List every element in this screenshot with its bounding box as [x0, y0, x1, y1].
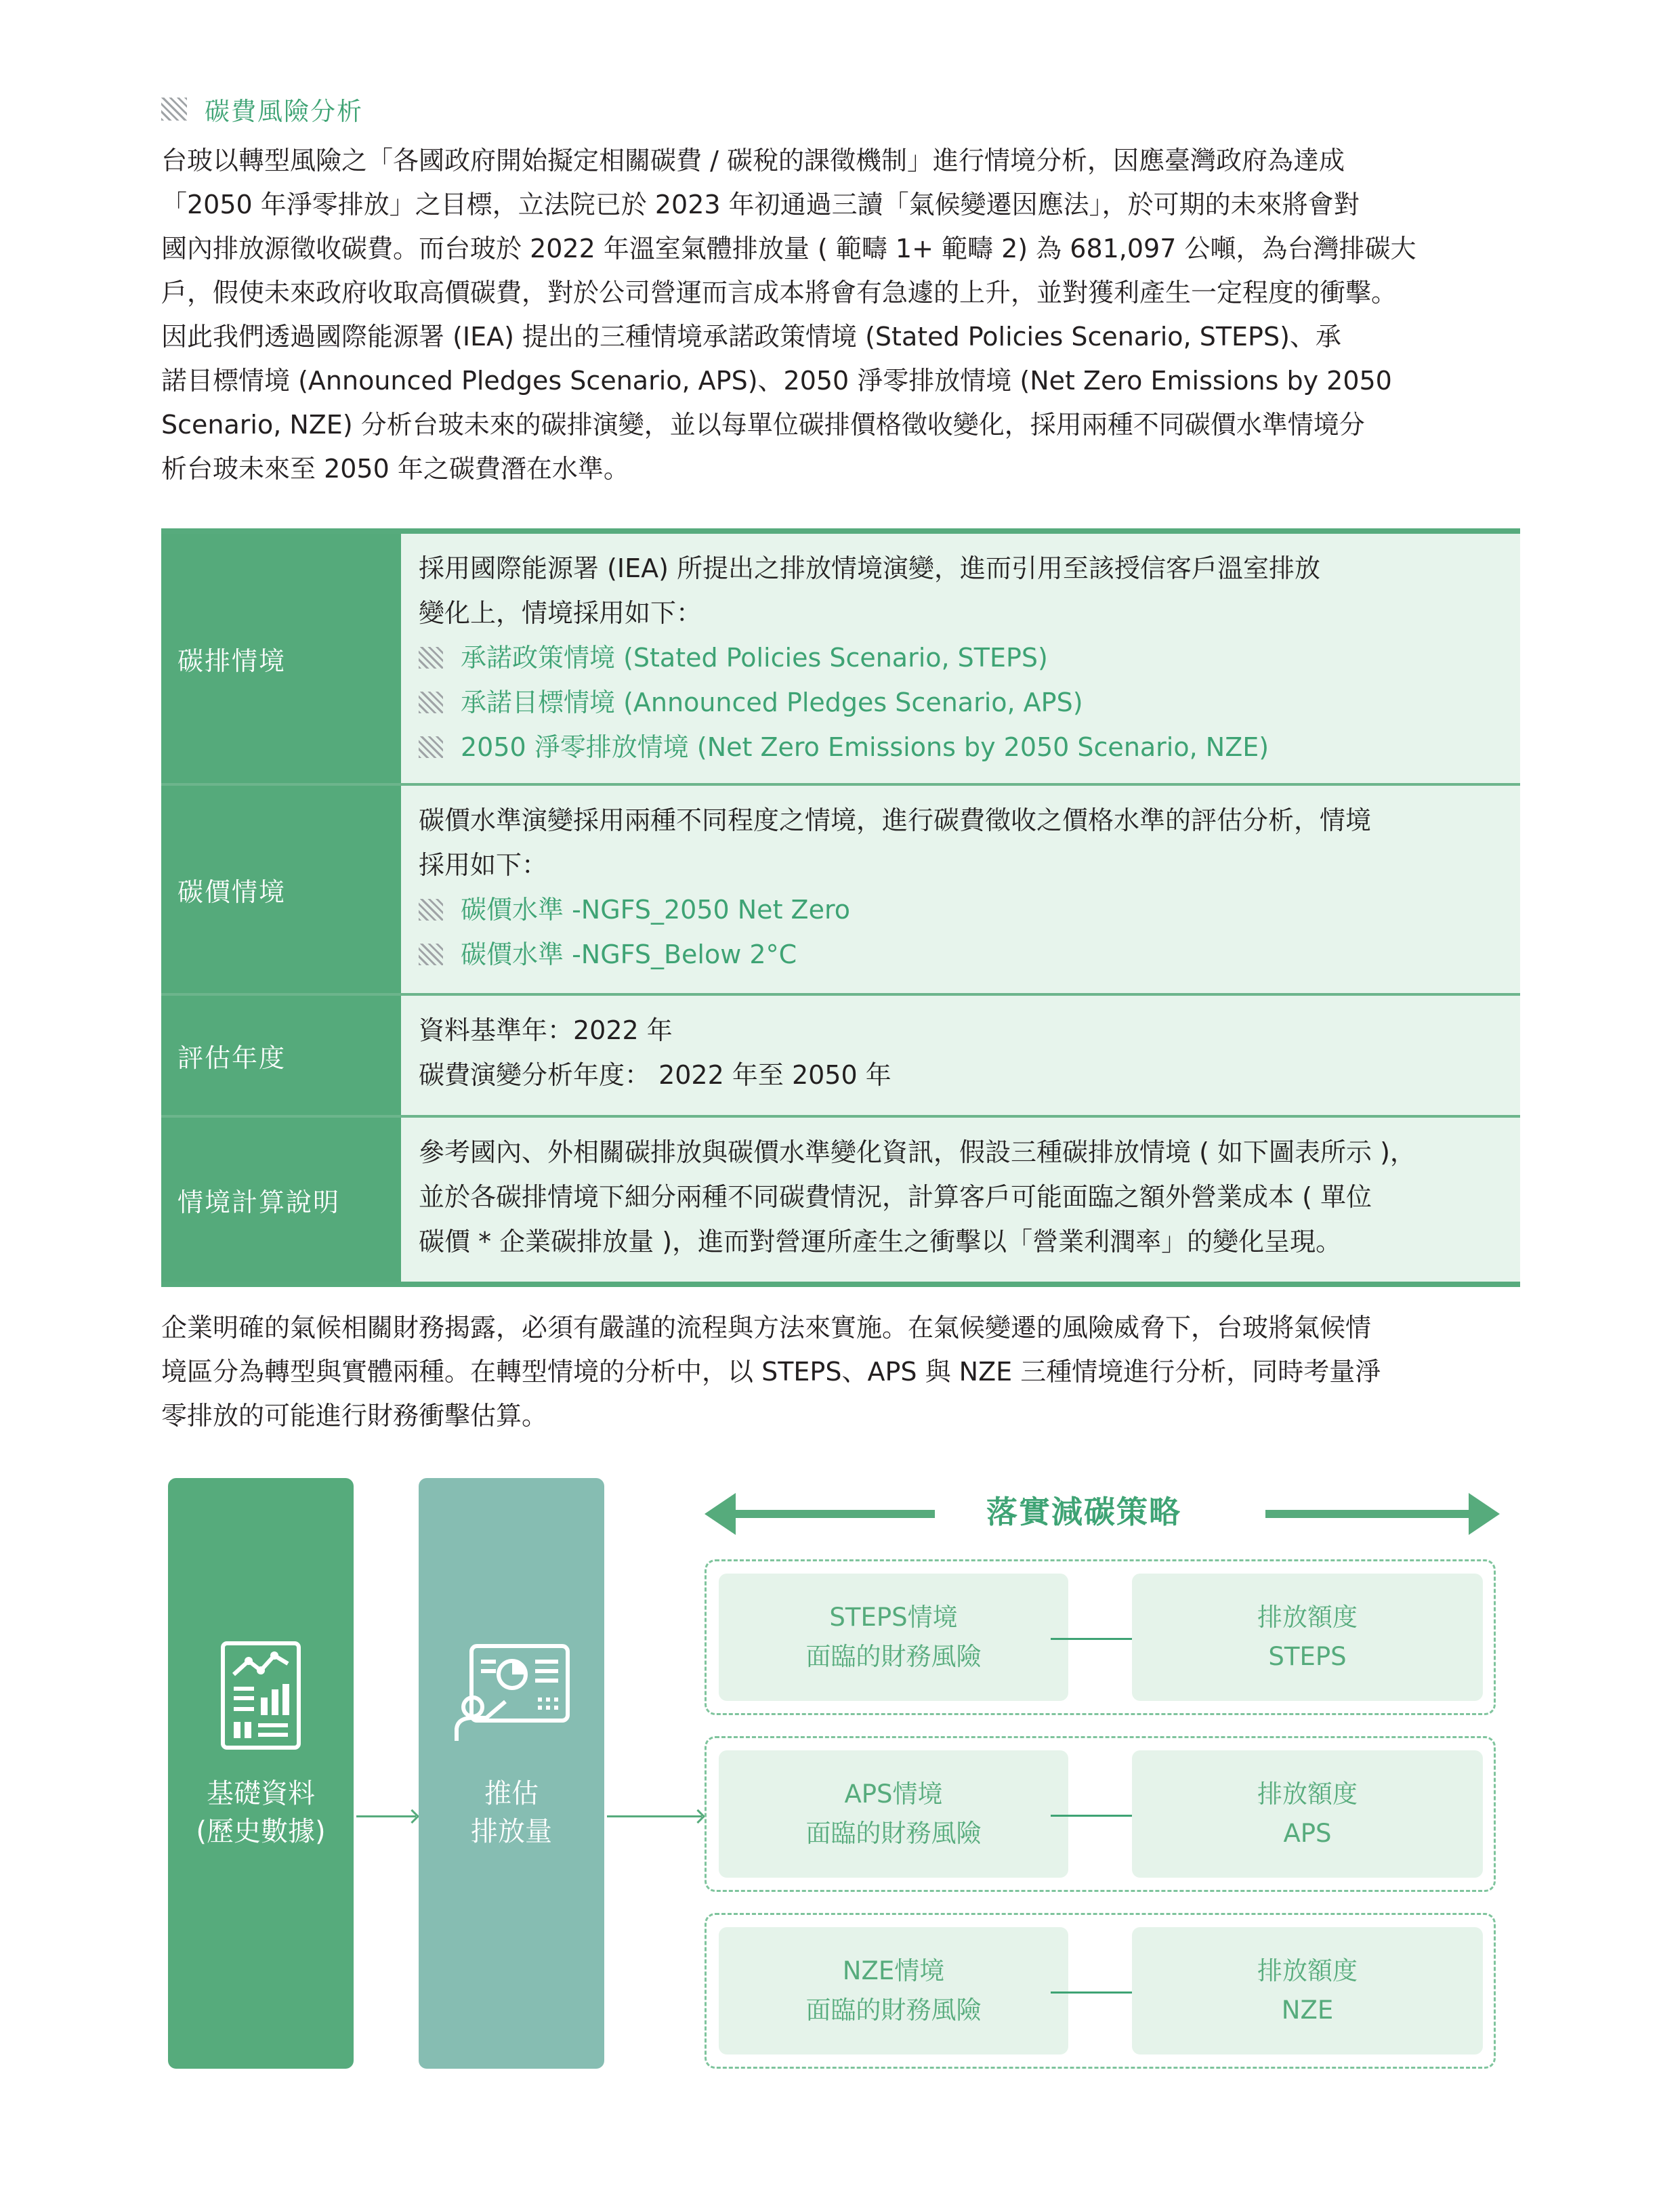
row-label: 碳價情境: [161, 786, 401, 993]
row-content: [401, 996, 1520, 1115]
report-chart-icon: [168, 1639, 354, 1752]
text-line: 碳價水準演變採用兩種不同程度之情境，進行碳費徵收之價格水準的評估分析，情境: [419, 805, 1372, 835]
risk-cell-subtitle: 面臨的財務風險: [805, 1819, 982, 1848]
bullet-text: 承諾目標情境 (Announced Pledges Scenario, APS): [461, 688, 1083, 717]
quota-cell-scenario: APS: [1283, 1819, 1332, 1848]
scenario-table: [161, 528, 1520, 1287]
bullet-item: [419, 635, 1520, 680]
table-row-years: [161, 996, 1520, 1115]
estimate-box: [419, 1478, 604, 2069]
base-data-line2: (歷史數據): [196, 1816, 326, 1847]
estimate-line1: 推估: [484, 1778, 539, 1809]
text-line: 諾目標情境 (Announced Pledges Scenario, APS)、2050 淨零排放情境 (Net Zero Emissions by 2050: [161, 366, 1392, 396]
base-data-label: [168, 1775, 354, 1851]
text-line: 參考國內、外相關碳排放與碳價水準變化資訊，假設三種碳排放情境 ( 如下圖表所示 )，: [419, 1137, 1416, 1167]
scenario-group-nze: [705, 1913, 1496, 2069]
text-line: 並於各碳排情境下細分兩種不同碳費情況，計算客戶可能面臨之額外營業成本 ( 單位: [419, 1182, 1372, 1212]
strategy-arrow-line-left: [732, 1510, 935, 1518]
strategy-arrow-line-right: [1265, 1510, 1470, 1518]
risk-cell: [719, 1750, 1068, 1878]
risk-cell-subtitle: 面臨的財務風險: [805, 1642, 982, 1671]
quota-cell-title: 排放額度: [1257, 1779, 1358, 1809]
outro-paragraph: [161, 1306, 1520, 1438]
bullet-item: [419, 932, 1520, 977]
strategy-title: 落實減碳策略: [986, 1494, 1181, 1530]
quota-cell: [1132, 1750, 1483, 1878]
scenario-group-aps: [705, 1736, 1496, 1892]
hatch-bullet-icon: [419, 944, 443, 965]
hatch-bullet-icon: [419, 692, 443, 713]
quota-cell-scenario: NZE: [1281, 1996, 1334, 2025]
presentation-icon: [419, 1642, 604, 1744]
text-line: 析台玻未來至 2050 年之碳費潛在水準。: [161, 454, 629, 484]
bullet-text: 承諾政策情境 (Stated Policies Scenario, STEPS): [461, 643, 1048, 673]
base-data-line1: 基礎資料: [207, 1778, 315, 1809]
row-content: [401, 786, 1520, 993]
text-line: 採用國際能源署 (IEA) 所提出之排放情境演變，進而引用至該授信客戶溫室排放: [419, 553, 1321, 583]
text-line: 因此我們透過國際能源署 (IEA) 提出的三種情境承諾政策情境 (Stated Policies Scenario, STEPS)、承: [161, 322, 1341, 352]
hatch-bullet-icon: [419, 647, 443, 669]
risk-cell-title: NZE情境: [842, 1956, 945, 1985]
bullet-item: [419, 725, 1520, 770]
flow-arrow: [356, 1815, 416, 1817]
table-row-carbon-price: [161, 786, 1520, 993]
quota-cell-scenario: STEPS: [1268, 1642, 1347, 1671]
estimate-label: [419, 1775, 604, 1851]
text-line: 境區分為轉型與實體兩種。在轉型情境的分析中，以 STEPS、APS 與 NZE 三種情境進行分析，同時考量淨: [161, 1357, 1381, 1387]
text-line: 國內排放源徵收碳費。而台玻於 2022 年溫室氣體排放量 ( 範疇 1+ 範疇 2) 為 681,097 公噸，為台灣排碳大: [161, 234, 1416, 264]
section-heading: [161, 91, 363, 127]
text-line: 戶，假使未來政府收取高價碳費，對於公司營運而言成本將會有急遽的上升，並對獲利產生一定程度的衝擊。: [161, 278, 1398, 308]
row-label: 情境計算說明: [161, 1118, 401, 1282]
risk-cell-subtitle: 面臨的財務風險: [805, 1996, 982, 2025]
text-line: 企業明確的氣候相關財務揭露，必須有嚴謹的流程與方法來實施。在氣候變遷的風險威脅下，台玻將氣候情: [161, 1313, 1372, 1343]
text-line: 碳價 * 企業碳排放量 )，進而對營運所產生之衝擊以「營業利潤率」的變化呈現。: [419, 1227, 1342, 1257]
text-line: 「2050 年淨零排放」之目標，立法院已於 2023 年初通過三讀「氣候變遷因應法」，於可期的未來將會對: [161, 190, 1360, 219]
row-label: 碳排情境: [161, 534, 401, 783]
bullet-item: [419, 680, 1520, 725]
text-line: 變化上，情境採用如下：: [419, 598, 702, 628]
bullet-item: [419, 887, 1520, 932]
risk-cell-title: APS情境: [844, 1779, 943, 1809]
table-row-emission: [161, 534, 1520, 783]
table-top-rule: [161, 528, 1520, 534]
table-row-calculation: [161, 1118, 1520, 1282]
text-line: 資料基準年：2022 年: [419, 1015, 673, 1045]
risk-cell-title: STEPS情境: [829, 1603, 958, 1632]
quota-cell-title: 排放額度: [1257, 1603, 1358, 1632]
hatch-bullet-icon: [161, 98, 187, 121]
right-arrowhead-icon: [1469, 1493, 1500, 1535]
text-line: 碳費演變分析年度： 2022 年至 2050 年: [419, 1060, 891, 1090]
row-label: 評估年度: [161, 996, 401, 1115]
hatch-bullet-icon: [419, 736, 443, 758]
bullet-text: 碳價水準 -NGFS_2050 Net Zero: [461, 895, 850, 925]
section-title: 碳費風險分析: [205, 97, 363, 126]
flow-arrow: [607, 1815, 702, 1817]
text-line: 採用如下：: [419, 850, 548, 880]
text-line: Scenario, NZE) 分析台玻未來的碳排演變，並以每單位碳排價格徵收變化，採用兩種不同碳價水準情境分: [161, 410, 1365, 440]
table-bottom-rule: [161, 1282, 1520, 1287]
bullet-text: 碳價水準 -NGFS_Below 2°C: [461, 940, 797, 969]
risk-cell: [719, 1574, 1068, 1701]
row-content: [401, 534, 1520, 783]
text-line: 零排放的可能進行財務衝擊估算。: [161, 1401, 548, 1431]
quota-cell: [1132, 1927, 1483, 2054]
base-data-box: [168, 1478, 354, 2069]
quota-cell-title: 排放額度: [1257, 1956, 1358, 1985]
risk-cell: [719, 1927, 1068, 2054]
hatch-bullet-icon: [419, 899, 443, 921]
bullet-text: 2050 淨零排放情境 (Net Zero Emissions by 2050 Scenario, NZE): [461, 732, 1269, 762]
quota-cell: [1132, 1574, 1483, 1701]
text-line: 台玻以轉型風險之「各國政府開始擬定相關碳費 / 碳稅的課徵機制」進行情境分析，因應臺灣政府為達成: [161, 146, 1345, 175]
scenario-group-steps: [705, 1559, 1496, 1715]
intro-paragraph: [161, 139, 1520, 491]
estimate-line2: 排放量: [471, 1816, 552, 1847]
row-content: [401, 1118, 1520, 1282]
